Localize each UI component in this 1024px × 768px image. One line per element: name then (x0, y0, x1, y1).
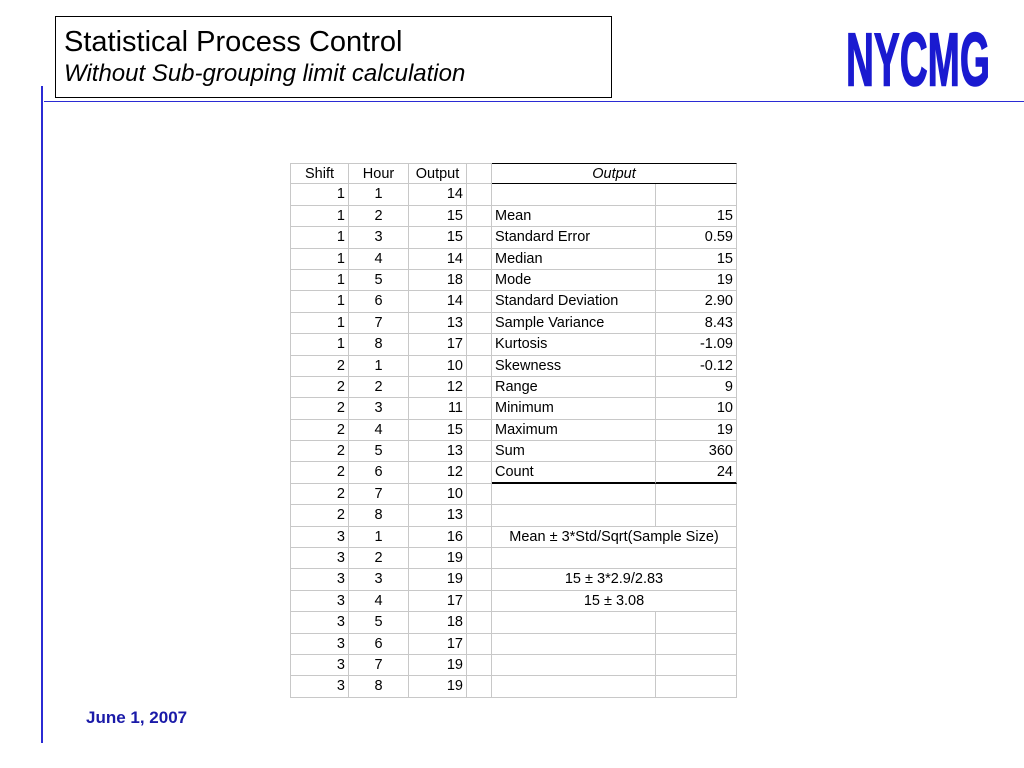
empty-cell (656, 184, 737, 205)
table-row (290, 484, 737, 505)
gap-cell (467, 655, 492, 676)
shift-cell: 2 (290, 420, 349, 441)
hour-cell: 1 (349, 184, 409, 205)
hour-cell: 5 (349, 612, 409, 633)
empty-cell (492, 184, 656, 205)
empty-cell (656, 484, 737, 505)
hour-cell: 3 (349, 398, 409, 419)
output-cell: 19 (409, 676, 467, 697)
table-row (290, 291, 737, 312)
calc-line-2: 15 ± 3.08 (492, 591, 737, 612)
shift-cell: 2 (290, 398, 349, 419)
output-cell: 14 (409, 184, 467, 205)
table-row (290, 377, 737, 398)
output-cell: 15 (409, 420, 467, 441)
table-row (290, 249, 737, 270)
gap-cell (467, 634, 492, 655)
table-row (290, 334, 737, 355)
gap-cell (467, 163, 492, 184)
stat-label: Mean (492, 206, 656, 227)
table-row (290, 227, 737, 248)
table-row (290, 676, 737, 697)
nycmg-logo (842, 8, 994, 94)
header-hour: Hour (349, 163, 409, 184)
empty-cell (656, 634, 737, 655)
hour-cell: 2 (349, 548, 409, 569)
gap-cell (467, 527, 492, 548)
hour-cell: 6 (349, 291, 409, 312)
table-row (290, 398, 737, 419)
output-cell: 18 (409, 612, 467, 633)
table-row (290, 441, 737, 462)
output-cell: 13 (409, 441, 467, 462)
stat-value: 0.59 (656, 227, 737, 248)
empty-cell (656, 655, 737, 676)
table-row (290, 612, 737, 633)
table-row (290, 462, 737, 483)
output-cell: 15 (409, 227, 467, 248)
stat-label: Kurtosis (492, 334, 656, 355)
empty-cell (492, 484, 656, 505)
output-cell: 10 (409, 356, 467, 377)
empty-cell (492, 676, 656, 697)
table-row (290, 270, 737, 291)
header-shift: Shift (290, 163, 349, 184)
hour-cell: 7 (349, 313, 409, 334)
footer-date: June 1, 2007 (86, 708, 188, 727)
stat-label: Mode (492, 270, 656, 291)
hour-cell: 5 (349, 270, 409, 291)
shift-cell: 3 (290, 676, 349, 697)
left-rule (41, 86, 43, 743)
hour-cell: 4 (349, 591, 409, 612)
shift-cell: 3 (290, 655, 349, 676)
table-row (290, 591, 737, 612)
shift-cell: 1 (290, 270, 349, 291)
shift-cell: 2 (290, 441, 349, 462)
empty-cell (492, 505, 656, 526)
gap-cell (467, 484, 492, 505)
table-row (290, 548, 737, 569)
stat-label: Maximum (492, 420, 656, 441)
output-cell: 11 (409, 398, 467, 419)
gap-cell (467, 291, 492, 312)
gap-cell (467, 591, 492, 612)
output-cell: 14 (409, 291, 467, 312)
shift-cell: 2 (290, 484, 349, 505)
gap-cell (467, 398, 492, 419)
stat-value: 360 (656, 441, 737, 462)
output-cell: 13 (409, 313, 467, 334)
hour-cell: 6 (349, 462, 409, 483)
shift-cell: 1 (290, 227, 349, 248)
output-cell: 17 (409, 634, 467, 655)
stat-value: 15 (656, 206, 737, 227)
stat-value: 24 (656, 462, 737, 483)
gap-cell (467, 420, 492, 441)
gap-cell (467, 249, 492, 270)
shift-cell: 3 (290, 548, 349, 569)
stat-value: 19 (656, 270, 737, 291)
gap-cell (467, 676, 492, 697)
hour-cell: 7 (349, 655, 409, 676)
shift-cell: 1 (290, 184, 349, 205)
output-cell: 18 (409, 270, 467, 291)
stat-label: Sample Variance (492, 313, 656, 334)
gap-cell (467, 505, 492, 526)
gap-cell (467, 227, 492, 248)
shift-cell: 1 (290, 249, 349, 270)
table-row (290, 569, 737, 590)
header-rule (44, 101, 1024, 102)
table-header-row (290, 163, 737, 184)
hour-cell: 6 (349, 634, 409, 655)
stat-label: Count (492, 462, 656, 483)
output-cell: 15 (409, 206, 467, 227)
output-cell: 19 (409, 548, 467, 569)
output-cell: 19 (409, 655, 467, 676)
hour-cell: 4 (349, 249, 409, 270)
stat-value: 15 (656, 249, 737, 270)
hour-cell: 4 (349, 420, 409, 441)
hour-cell: 5 (349, 441, 409, 462)
output-cell: 13 (409, 505, 467, 526)
output-cell: 12 (409, 377, 467, 398)
table-row (290, 634, 737, 655)
stat-label: Sum (492, 441, 656, 462)
stat-label: Median (492, 249, 656, 270)
output-cell: 19 (409, 569, 467, 590)
output-cell: 17 (409, 334, 467, 355)
output-cell: 14 (409, 249, 467, 270)
stat-value: 8.43 (656, 313, 737, 334)
hour-cell: 2 (349, 206, 409, 227)
shift-cell: 1 (290, 206, 349, 227)
empty-cell (656, 505, 737, 526)
stat-label: Standard Deviation (492, 291, 656, 312)
hour-cell: 1 (349, 527, 409, 548)
gap-cell (467, 462, 492, 483)
gap-cell (467, 184, 492, 205)
formula-cell: Mean ± 3*Std/Sqrt(Sample Size) (492, 527, 737, 548)
gap-cell (467, 356, 492, 377)
shift-cell: 3 (290, 527, 349, 548)
hour-cell: 7 (349, 484, 409, 505)
empty-cell (492, 612, 656, 633)
stat-value: 10 (656, 398, 737, 419)
empty-cell (492, 634, 656, 655)
empty-cell (656, 612, 737, 633)
stats-header: Output (492, 163, 737, 184)
table-row (290, 356, 737, 377)
empty-cell (656, 676, 737, 697)
shift-cell: 3 (290, 591, 349, 612)
table-row (290, 505, 737, 526)
slide-title: Statistical Process Control (64, 26, 403, 58)
gap-cell (467, 441, 492, 462)
gap-cell (467, 569, 492, 590)
table-row (290, 206, 737, 227)
shift-cell: 1 (290, 334, 349, 355)
empty-merged-cell (492, 548, 737, 569)
empty-cell (492, 655, 656, 676)
stat-label: Range (492, 377, 656, 398)
stat-value: 9 (656, 377, 737, 398)
table-row (290, 313, 737, 334)
shift-cell: 2 (290, 462, 349, 483)
logo-text: NYCMG (846, 17, 990, 94)
spreadsheet (290, 163, 737, 698)
shift-cell: 2 (290, 377, 349, 398)
output-cell: 10 (409, 484, 467, 505)
output-cell: 17 (409, 591, 467, 612)
gap-cell (467, 548, 492, 569)
shift-cell: 1 (290, 313, 349, 334)
calc-line-1: 15 ± 3*2.9/2.83 (492, 569, 737, 590)
shift-cell: 2 (290, 505, 349, 526)
gap-cell (467, 377, 492, 398)
shift-cell: 3 (290, 612, 349, 633)
stat-value: 2.90 (656, 291, 737, 312)
hour-cell: 3 (349, 227, 409, 248)
table-row (290, 655, 737, 676)
stat-value: 19 (656, 420, 737, 441)
stat-label: Standard Error (492, 227, 656, 248)
gap-cell (467, 270, 492, 291)
shift-cell: 3 (290, 634, 349, 655)
output-cell: 16 (409, 527, 467, 548)
hour-cell: 8 (349, 676, 409, 697)
hour-cell: 3 (349, 569, 409, 590)
shift-cell: 3 (290, 569, 349, 590)
header-output: Output (409, 163, 467, 184)
table-row (290, 184, 737, 205)
shift-cell: 2 (290, 356, 349, 377)
table-row (290, 527, 737, 548)
gap-cell (467, 206, 492, 227)
gap-cell (467, 334, 492, 355)
hour-cell: 8 (349, 334, 409, 355)
gap-cell (467, 313, 492, 334)
stat-label: Minimum (492, 398, 656, 419)
shift-cell: 1 (290, 291, 349, 312)
output-cell: 12 (409, 462, 467, 483)
stat-value: -0.12 (656, 356, 737, 377)
hour-cell: 2 (349, 377, 409, 398)
slide-subtitle: Without Sub-grouping limit calculation (64, 60, 466, 87)
hour-cell: 1 (349, 356, 409, 377)
stat-value: -1.09 (656, 334, 737, 355)
gap-cell (467, 612, 492, 633)
title-box (55, 16, 612, 98)
hour-cell: 8 (349, 505, 409, 526)
table-row (290, 420, 737, 441)
stat-label: Skewness (492, 356, 656, 377)
